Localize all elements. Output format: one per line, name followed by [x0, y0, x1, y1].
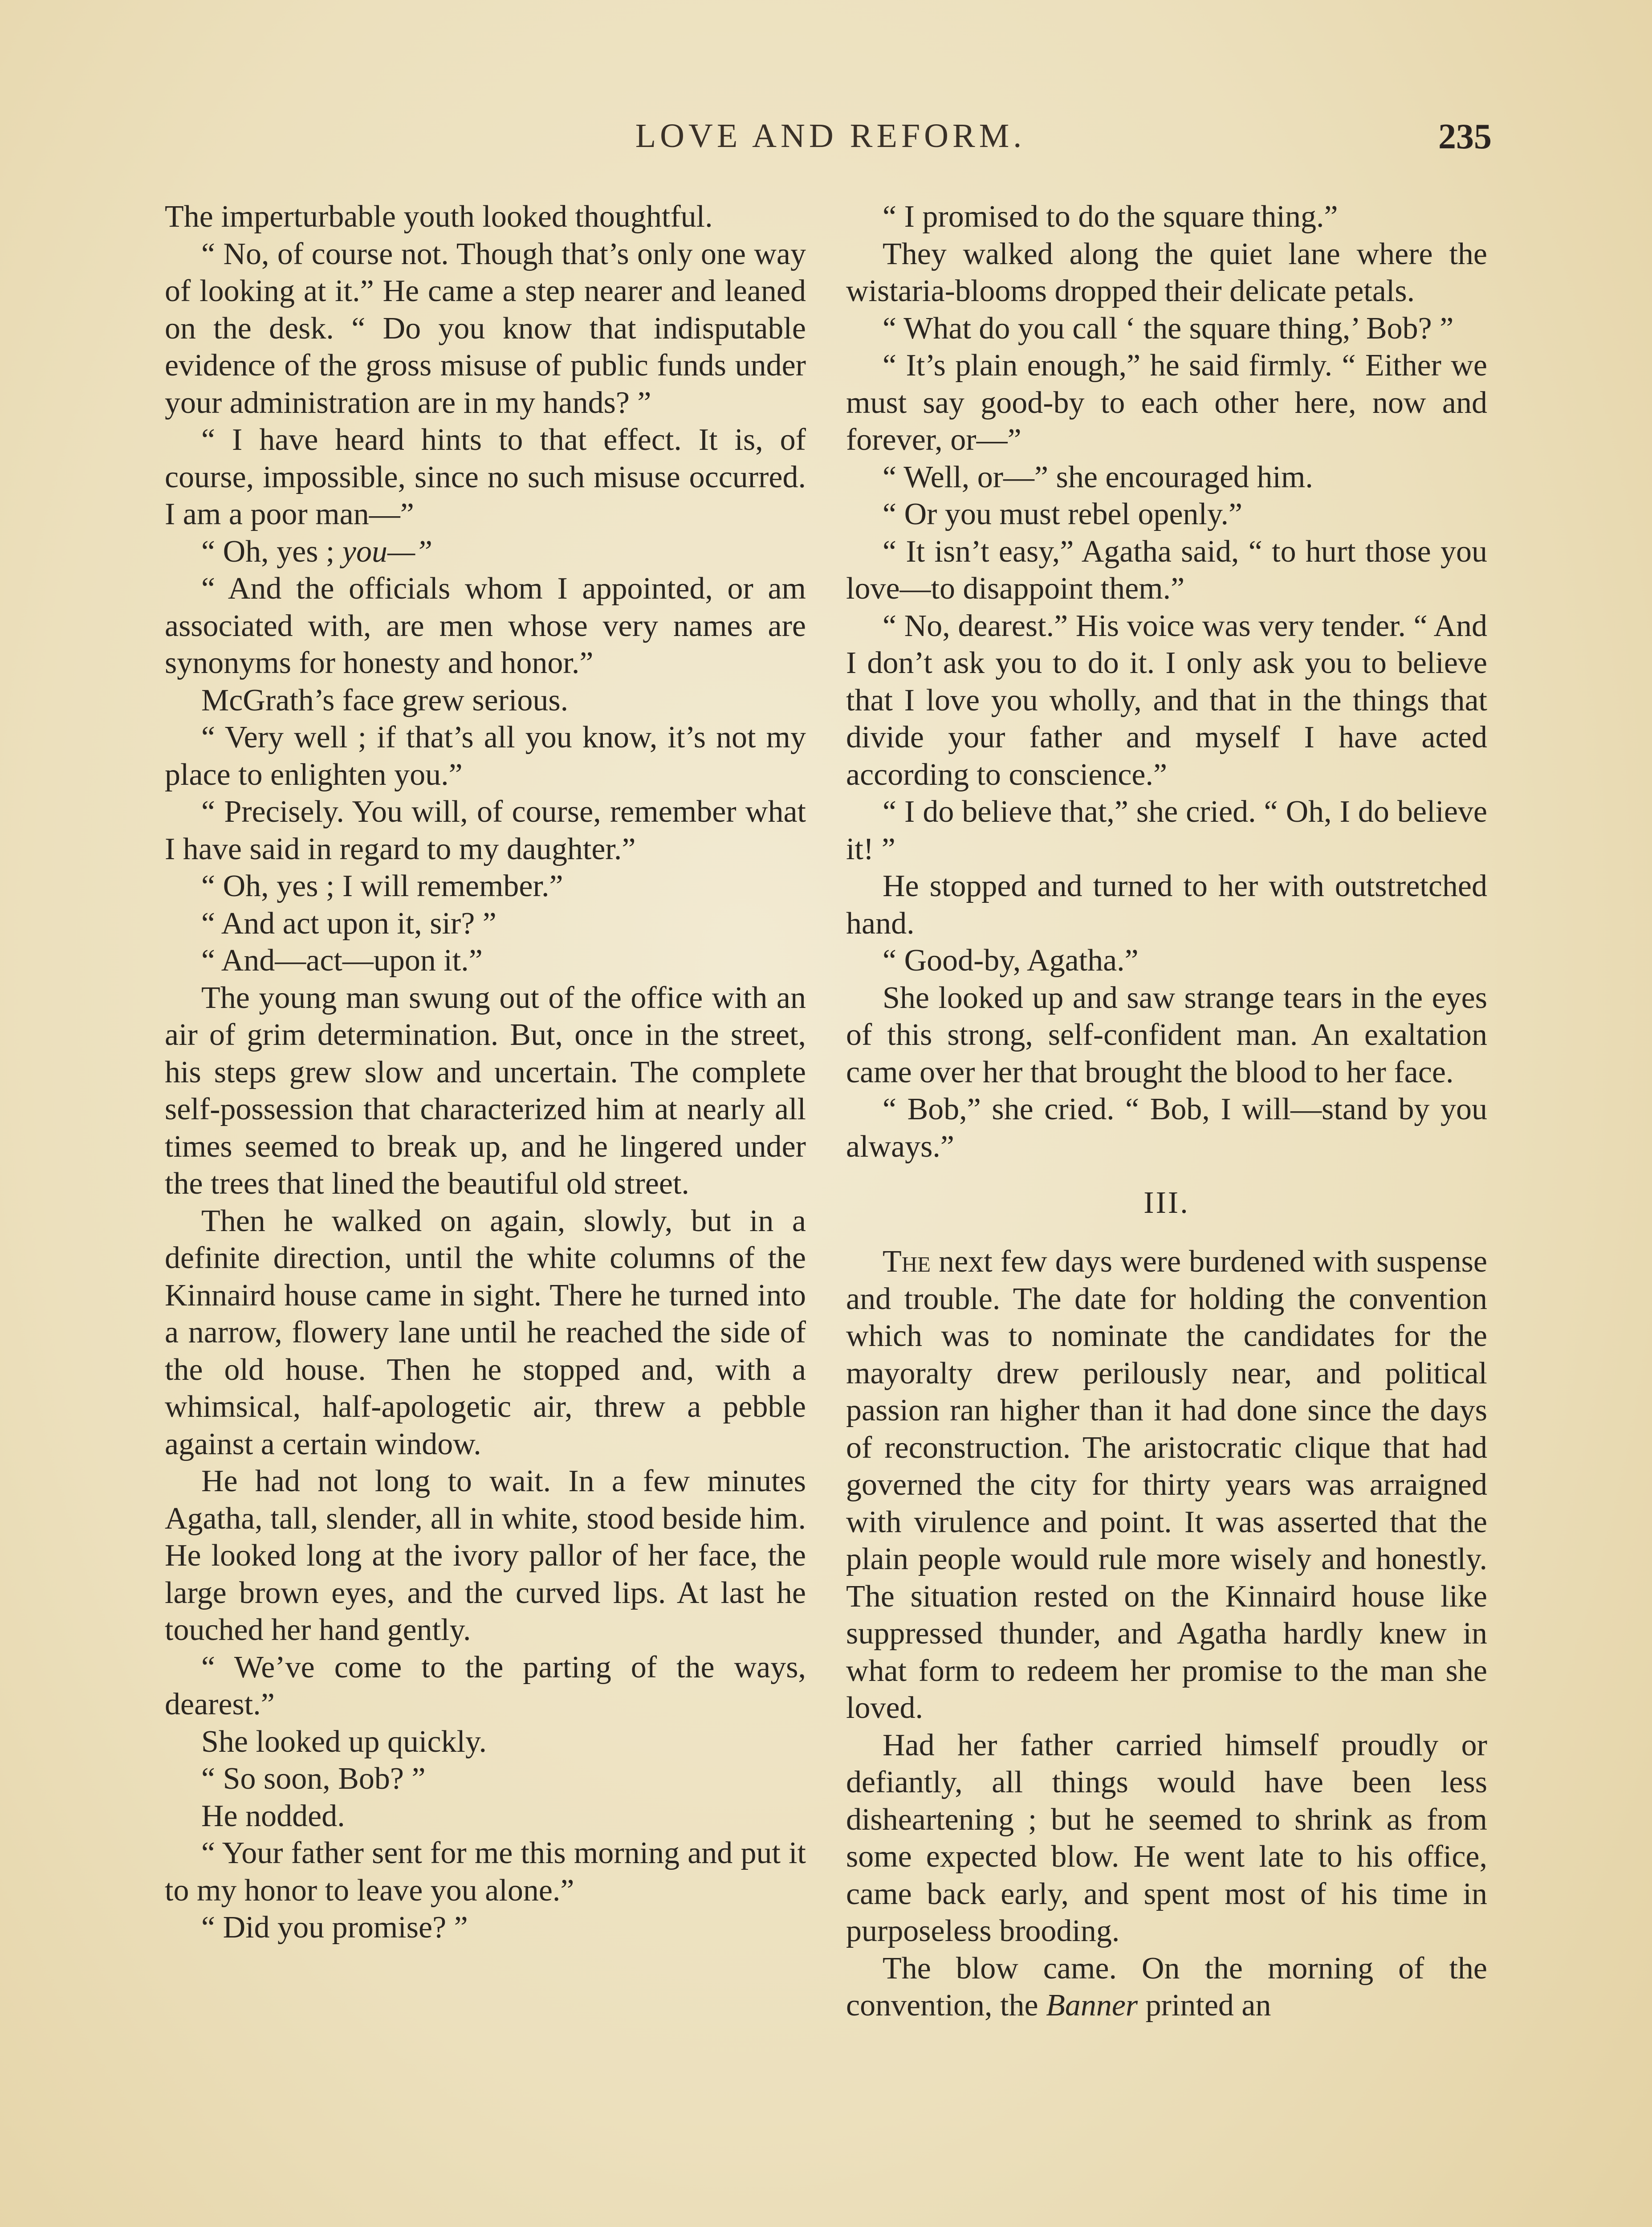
paragraph: “ Well, or—” she encouraged him.: [883, 460, 1313, 494]
page-number: 235: [1438, 117, 1492, 156]
paragraph: “ I promised to do the square thing.”: [883, 200, 1338, 234]
paragraph: “ Or you must rebel openly.”: [883, 497, 1243, 531]
paragraph: [165, 533, 806, 571]
paragraph: McGrath’s face grew serious.: [201, 683, 569, 718]
paragraph: “ So soon, Bob? ”: [201, 1762, 426, 1796]
paragraph: They walked along the quiet lane where the wistaria-blooms dropped their delicate petals.: [846, 237, 1487, 308]
paragraph: “ Did you promise? ”: [201, 1910, 468, 1945]
paragraph: “ And the officials whom I appointed, or am associated with, are men whose very names are synonyms for honesty and honor.”: [165, 571, 806, 680]
paragraph: “ Your father sent for me this morning and put it to my honor to leave you alone.”: [165, 1836, 806, 1908]
paragraph: “ What do you call ‘ the square thing,’ Bob? ”: [883, 311, 1454, 346]
paragraph: He had not long to wait. In a few minutes Agatha, tall, slender, all in white, stood beside him. He looked long at the ivory pallor of her face, the large brown eyes, and the curved lips. At last he touched her hand gently.: [165, 1464, 806, 1647]
paragraph: “ And act upon it, sir? ”: [201, 906, 496, 941]
paragraph: The young man swung out of the office with an air of grim determination. But, once in the street, his steps grew slow and uncertain. The complete self-possession that characterized him at nearly all times seemed to break up, and he lingered under the trees that lined the beautiful old street.: [165, 980, 806, 1201]
newspaper-name: Banner: [1046, 1988, 1138, 2023]
paragraph: “ No, dearest.” His voice was very tender. “ And I don’t ask you to do it. I only ask you to believe that I love you wholly, and that in the things that divide your father and myself I have acted according to conscience.”: [846, 608, 1487, 792]
paragraph: [846, 1243, 1487, 1727]
paragraph: “ Bob,” she cried. “ Bob, I will—stand by you always.”: [846, 1092, 1487, 1164]
section-heading: III.: [1143, 1186, 1190, 1220]
paragraph: “ Oh, yes ; I will remember.”: [201, 869, 563, 903]
paragraph: “ It’s plain enough,” he said firmly. “ Either we must say good-by to each other here, now and forever, or—”: [846, 348, 1487, 457]
paragraph: “ No, of course not. Though that’s only one way of looking at it.” He came a step nearer and leaned on the desk. “ Do you know that indisputable evidence of the gross misuse of public funds under your administration are in my hands? ”: [165, 237, 806, 420]
left-column: [165, 198, 806, 1946]
paragraph: Had her father carried himself proudly or defiantly, all things would have been less disheartening ; but he seemed to shrink as from some expected blow. He went late to his office, came back early, and spent most of his time in purposeless brooding.: [846, 1728, 1487, 1948]
small-caps-opening: The: [883, 1244, 931, 1279]
paragraph: “ We’ve come to the parting of the ways, dearest.”: [165, 1650, 806, 1721]
paragraph: “ It isn’t easy,” Agatha said, “ to hurt those you love—to disappoint them.”: [846, 534, 1487, 606]
paragraph: She looked up and saw strange tears in the eyes of this strong, self-confident man. An exaltation came over her that brought the blood to her face.: [846, 980, 1487, 1089]
paragraph-text: The blow came. On the morning of the convention, the: [846, 1951, 1487, 2023]
paragraph: “ And—act—upon it.”: [201, 943, 483, 978]
paragraph: [846, 1950, 1487, 2024]
right-column: [846, 198, 1487, 2024]
paragraph: “ Precisely. You will, of course, remember what I have said in regard to my daughter.”: [165, 795, 806, 866]
paragraph: The imperturbable youth looked thoughtful.: [165, 200, 713, 234]
paragraph-text: printed an: [1138, 1988, 1271, 2023]
paragraph: Then he walked on again, slowly, but in a definite direction, until the white columns of the Kinnaird house came in sight. There he turned into a narrow, flowery lane until he reached the side of the old house. Then he stopped and, with a whimsical, half-apologetic air, threw a pebble against a certain window.: [165, 1203, 806, 1461]
running-head: LOVE AND REFORM.: [635, 117, 1026, 155]
italic-text: you—”: [342, 534, 433, 569]
paragraph: He stopped and turned to her with outstretched hand.: [846, 869, 1487, 941]
paragraph-text: “ Oh, yes ;: [201, 534, 342, 569]
paragraph: “ I do believe that,” she cried. “ Oh, I do believe it! ”: [846, 795, 1487, 866]
paragraph: “ I have heard hints to that effect. It is, of course, impossible, since no such misuse occurred. I am a poor man—”: [165, 423, 806, 531]
page-header: [169, 117, 1492, 161]
paragraph: “ Very well ; if that’s all you know, it’s not my place to enlighten you.”: [165, 720, 806, 792]
paragraph: “ Good-by, Agatha.”: [883, 943, 1139, 978]
paragraph-text: next few days were burdened with suspense and trouble. The date for holding the convention which was to nominate the candidates for the mayoralty drew perilously near, and political passion ran higher than it had done since the days of reconstruction. The aristocratic clique that had governed the city for thirty years was arraigned with virulence and point. It was asserted that the plain people would rule more wisely and honestly. The situation rested on the Kinnaird house like suppressed thunder, and Agatha hardly knew in what form to redeem her promise to the man she loved.: [846, 1244, 1487, 1725]
paragraph: She looked up quickly.: [201, 1724, 487, 1759]
paragraph: He nodded.: [201, 1799, 345, 1833]
